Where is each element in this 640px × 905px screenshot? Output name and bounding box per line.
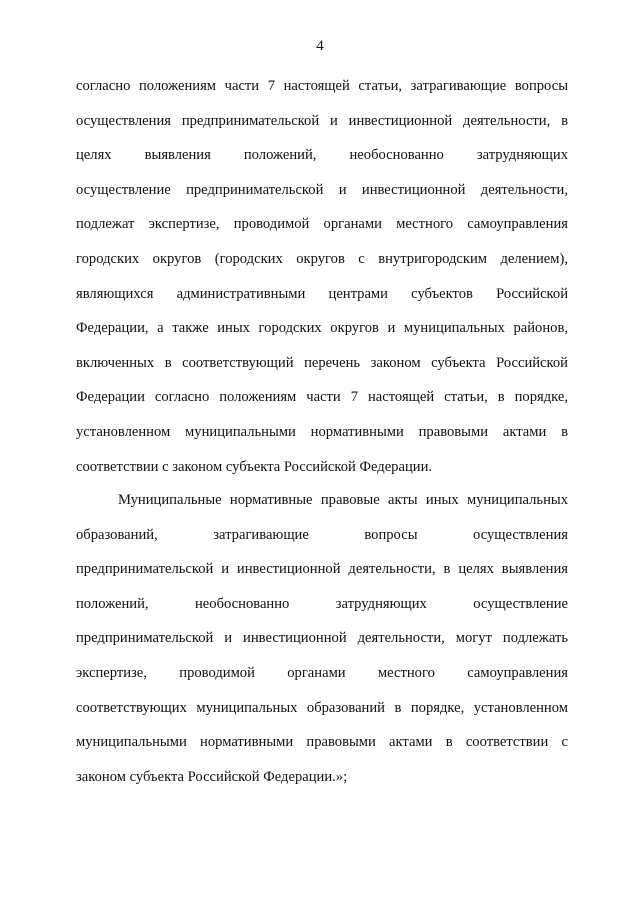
paragraph-1 [76,76,568,491]
page-number: 4 [316,38,324,54]
text-line: соответствии с законом субъекта Российской Федерации. [76,458,433,475]
text-line: предпринимательской и инвестиционной деятельности, могут подлежать [76,630,568,647]
text-line: предпринимательской и инвестиционной деятельности, в целях выявления [76,561,568,578]
text-line: положений, необоснованно затрудняющих осуществление [76,595,568,612]
text-line: включенных в соответствующий перечень законом субъекта Российской [76,354,568,371]
text-line: муниципальными нормативными правовыми актами в соответствии с [76,734,568,751]
text-line: соответствующих муниципальных образований в порядке, установленном [76,699,568,716]
text-line: согласно положениям части 7 настоящей статьи, затрагивающие вопросы [76,78,568,94]
text-line: являющихся административными центрами субъектов Российской [76,285,568,302]
text-line: установленном муниципальными нормативными правовыми актами в [76,423,568,440]
text-line: Федерации согласно положениям части 7 настоящей статьи, в порядке, [76,389,568,406]
text-line: осуществление предпринимательской и инвестиционной деятельности, [76,181,568,198]
paragraph-2 [76,490,568,801]
text-line: целях выявления положений, необоснованно затрудняющих [76,147,568,164]
text-line: законом субъекта Российской Федерации.»; [76,768,348,785]
text-line: осуществления предпринимательской и инвестиционной деятельности, в [76,112,568,129]
text-line: образований, затрагивающие вопросы осуществления [76,526,568,543]
text-line: городских округов (городских округов с внутригородским делением), [76,250,568,267]
text-line: Федерации, а также иных городских округов и муниципальных районов, [76,320,568,337]
text-line: подлежат экспертизе, проводимой органами местного самоуправления [76,216,568,233]
text-line: экспертизе, проводимой органами местного самоуправления [76,664,568,681]
text-line: Муниципальные нормативные правовые акты иных муниципальных [118,492,568,508]
